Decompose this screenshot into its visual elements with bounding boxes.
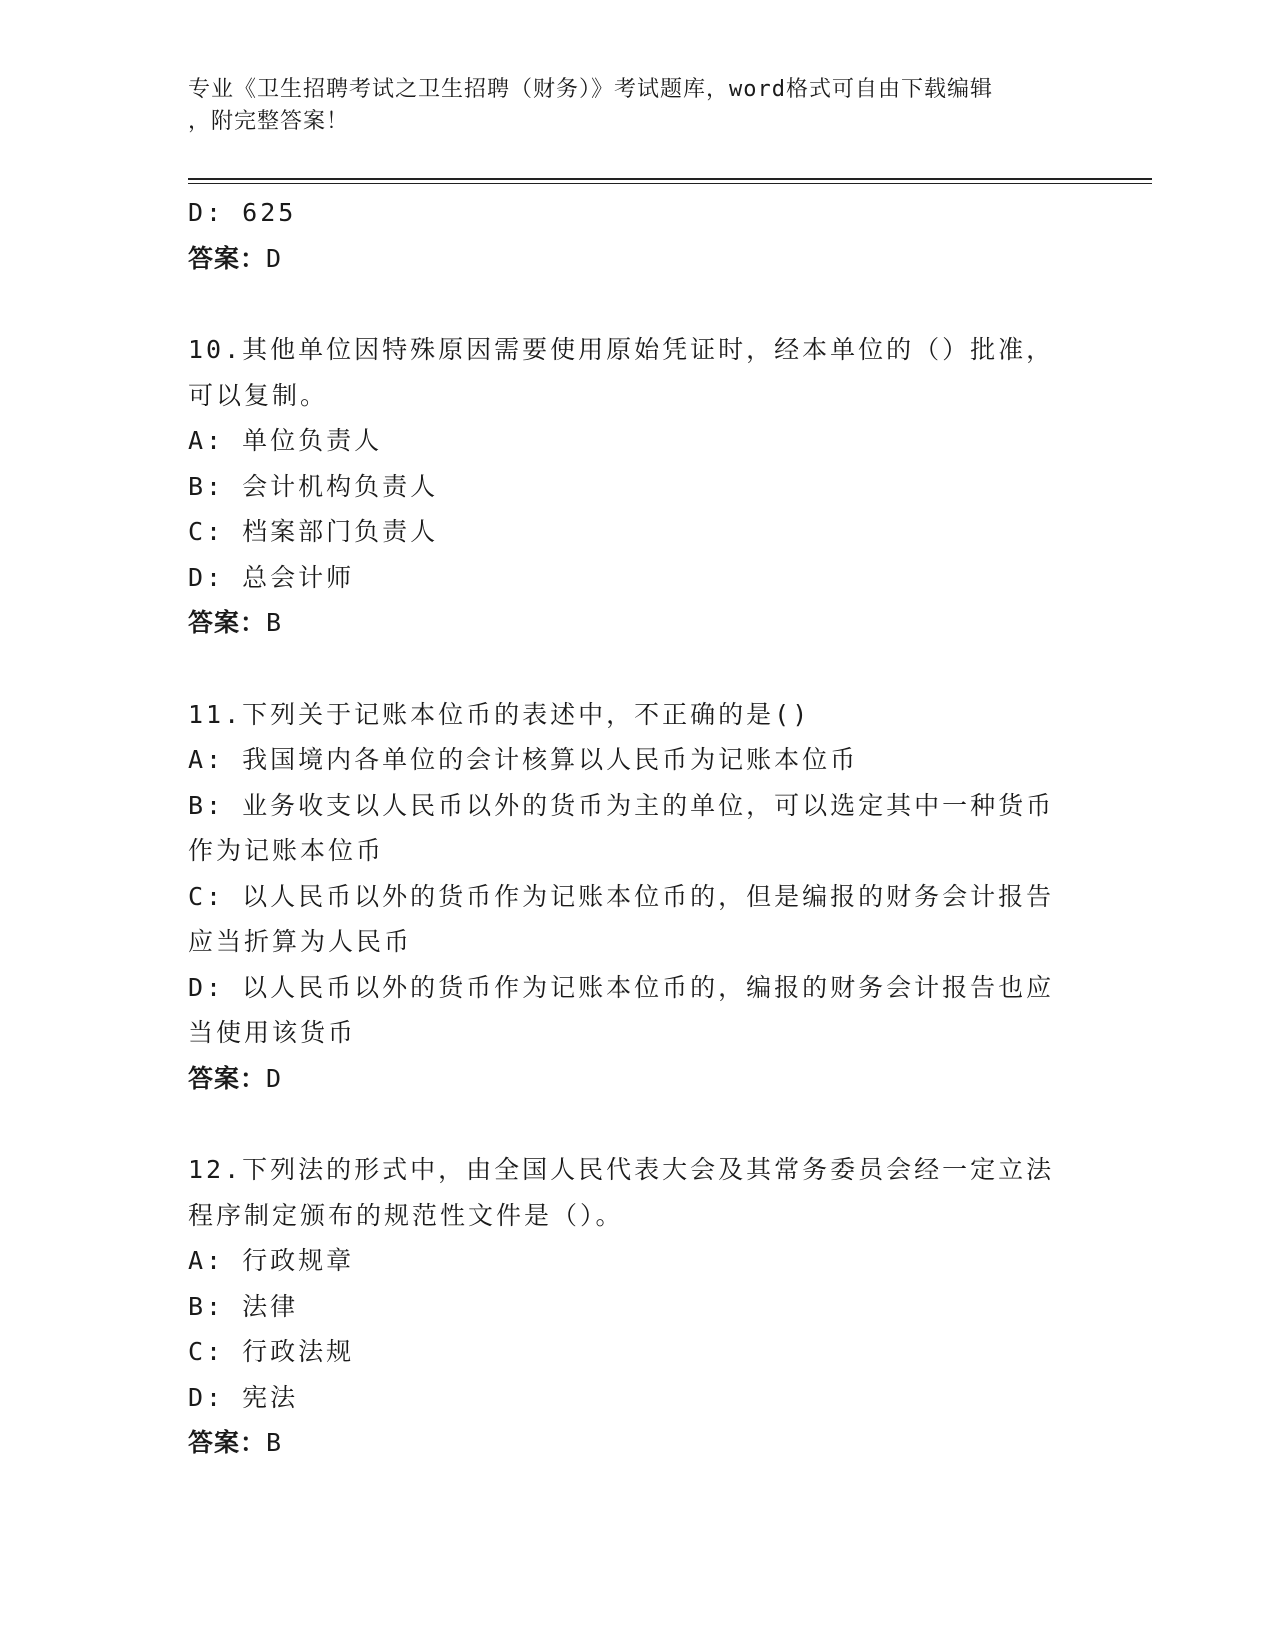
answer-label: 答案：: [188, 608, 267, 637]
option-a: A: 单位负责人: [188, 426, 383, 455]
question-stem: 11.下列关于记账本位币的表述中，不正确的是(): [188, 699, 811, 729]
option-c: C: 以人民币以外的货币作为记账本位币的，但是编报的财务会计报告: [188, 881, 1055, 911]
answer-value: B: [266, 1428, 283, 1457]
option-d: D: 以人民币以外的货币作为记账本位币的，编报的财务会计报告也应: [188, 972, 1055, 1002]
spacer: [188, 281, 1088, 327]
question-stem: 10.其他单位因特殊原因需要使用原始凭证时，经本单位的（）批准，: [188, 335, 1055, 364]
answer-label: 答案：: [188, 1428, 267, 1457]
answer-line: [188, 1420, 1088, 1466]
answer-line: [188, 236, 1088, 282]
header-divider-thin: [188, 183, 1152, 184]
answer-line: [188, 1056, 1088, 1102]
prev-question-tail: [188, 190, 1088, 281]
option-c: C: 行政法规: [188, 1337, 355, 1366]
answer-line: [188, 600, 1088, 646]
answer-value: D: [266, 243, 283, 273]
option-b: B: 法律: [188, 1291, 299, 1321]
question-stem-continued: 程序制定颁布的规范性文件是（）。: [188, 1200, 624, 1230]
option-a: A: 行政规章: [188, 1246, 355, 1275]
question-11: [188, 692, 1088, 1102]
option-d: D: 625: [188, 198, 297, 227]
page-header: [188, 74, 1068, 138]
option-d: D: 总会计师: [188, 562, 355, 592]
header-line-2: ，附完整答案！: [188, 109, 350, 134]
question-12: [188, 1147, 1088, 1466]
option-c-continued: 应当折算为人民币: [188, 927, 413, 956]
option-a: A: 我国境内各单位的会计核算以人民币为记账本位币: [188, 745, 859, 774]
question-stem: 12.下列法的形式中，由全国人民代表大会及其常务委员会经一定立法: [188, 1155, 1055, 1184]
option-b: B: 业务收支以人民币以外的货币为主的单位，可以选定其中一种货币: [188, 790, 1055, 820]
question-stem-continued: 可以复制。: [188, 380, 329, 410]
spacer: [188, 1101, 1088, 1147]
question-content: [188, 190, 1088, 1466]
option-b-continued: 作为记账本位币: [188, 836, 385, 865]
option-b: B: 会计机构负责人: [188, 471, 439, 501]
answer-value: D: [266, 1063, 283, 1093]
option-c: C: 档案部门负责人: [188, 517, 439, 546]
answer-value: B: [266, 608, 283, 637]
option-d: D: 宪法: [188, 1382, 299, 1412]
answer-label: 答案：: [188, 1063, 267, 1093]
question-10: [188, 327, 1088, 646]
header-line-1: 专业《卫生招聘考试之卫生招聘（财务）》考试题库，word格式可自由下载编辑: [188, 77, 993, 102]
option-d-continued: 当使用该货币: [188, 1018, 357, 1047]
spacer: [188, 646, 1088, 692]
header-divider-thick: [188, 178, 1152, 180]
answer-label: 答案：: [188, 243, 267, 273]
